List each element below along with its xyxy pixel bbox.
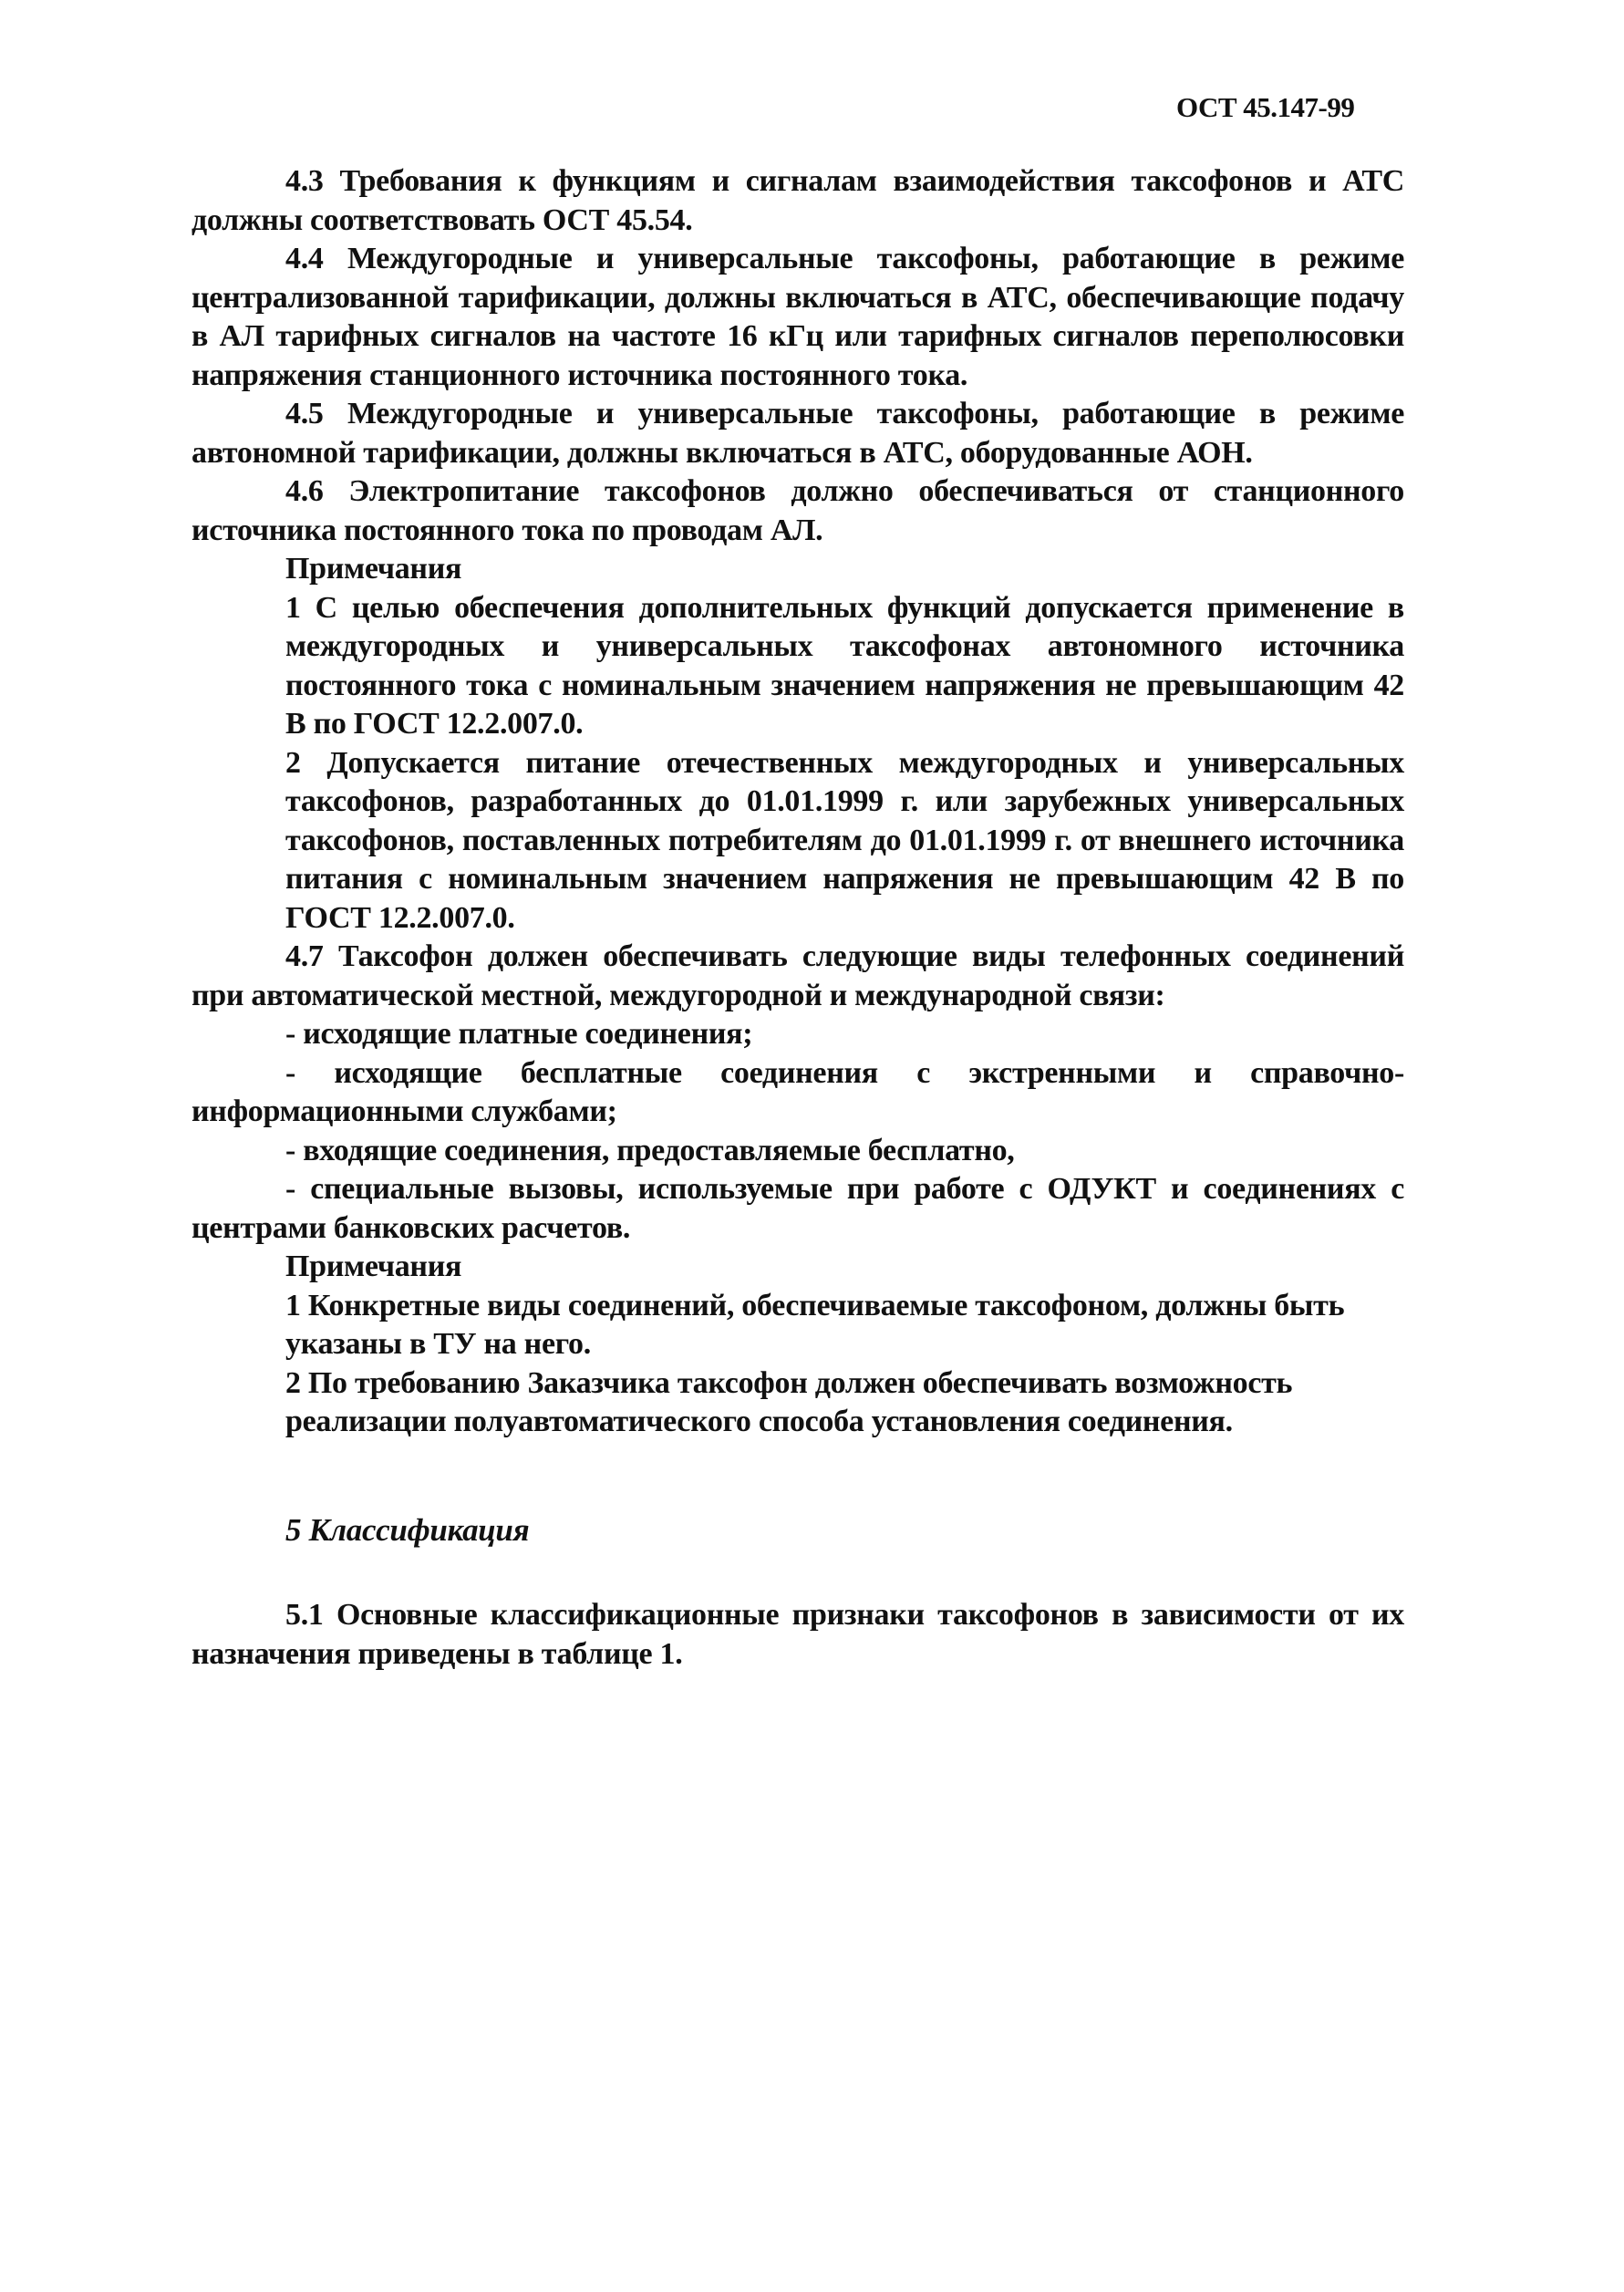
document-code: ОСТ 45.147-99 (1176, 91, 1355, 123)
list-item: - исходящие бесплатные соединения с экстренными и справочно-информационными службами; (191, 1055, 1404, 1128)
note-item: 1 Конкретные виды соединений, обеспечиваемые таксофоном, должны быть указаны в ТУ на него. (285, 1288, 1345, 1361)
list-item: - исходящие платные соединения; (285, 1017, 753, 1051)
note-item: 2 По требованию Заказчика таксофон должен обеспечивать возможность реализации полуавтоматического способа установления соединения. (285, 1365, 1293, 1438)
note-item: 2 Допускается питание отечественных междугородных и универсальных таксофонов, разработанных до 01.01.1999 г. или зарубежных универсальных таксофонов, поставленных потребителям до 01.01.1999 г. от внешнего источника питания с номинальным значением напряжения не превышающим 42 В по ГОСТ 12.2.007.0. (285, 745, 1404, 935)
note-item: 1 С целью обеспечения дополнительных функций допускается применение в междугородных и универсальных таксофонах автономного источника постоянного тока с номинальным значением напряжения не превышающим 42 В по ГОСТ 12.2.007.0. (285, 590, 1404, 741)
notes-heading: Примечания (285, 552, 462, 586)
section-4-body (191, 162, 1404, 1442)
paragraph-4-6: 4.6 Электропитание таксофонов должно обеспечиваться от станционного источника постоянного тока по проводам АЛ. (191, 474, 1404, 547)
notes-heading: Примечания (285, 1250, 462, 1283)
paragraph-4-4: 4.4 Междугородные и универсальные таксофоны, работающие в режиме централизованной тарификации, должны включаться в АТС, обеспечивающие подачу в АЛ тарифных сигналов на частоте 16 кГц или тарифных сигналов переполюсовки напряжения станционного источника постоянного тока. (191, 242, 1404, 392)
paragraph-4-7: 4.7 Таксофон должен обеспечивать следующие виды телефонных соединений при автоматической местной, междугородной и международной связи: (191, 939, 1404, 1012)
paragraph-4-3: 4.3 Требования к функциям и сигналам взаимодействия таксофонов и АТС должны соответствовать ОСТ 45.54. (191, 164, 1404, 237)
list-item: - входящие соединения, предоставляемые бесплатно, (285, 1133, 1015, 1167)
list-item: - специальные вызовы, используемые при работе с ОДУКТ и соединениях с центрами банковских расчетов. (191, 1172, 1404, 1245)
paragraph-5-1: 5.1 Основные классификационные признаки таксофонов в зависимости от их назначения приведены в таблице 1. (191, 1598, 1404, 1671)
section-5-title: 5 Классификация (285, 1512, 530, 1548)
paragraph-4-5: 4.5 Междугородные и универсальные таксофоны, работающие в режиме автономной тарификации, должны включаться в АТС, оборудованные АОН. (191, 397, 1404, 470)
